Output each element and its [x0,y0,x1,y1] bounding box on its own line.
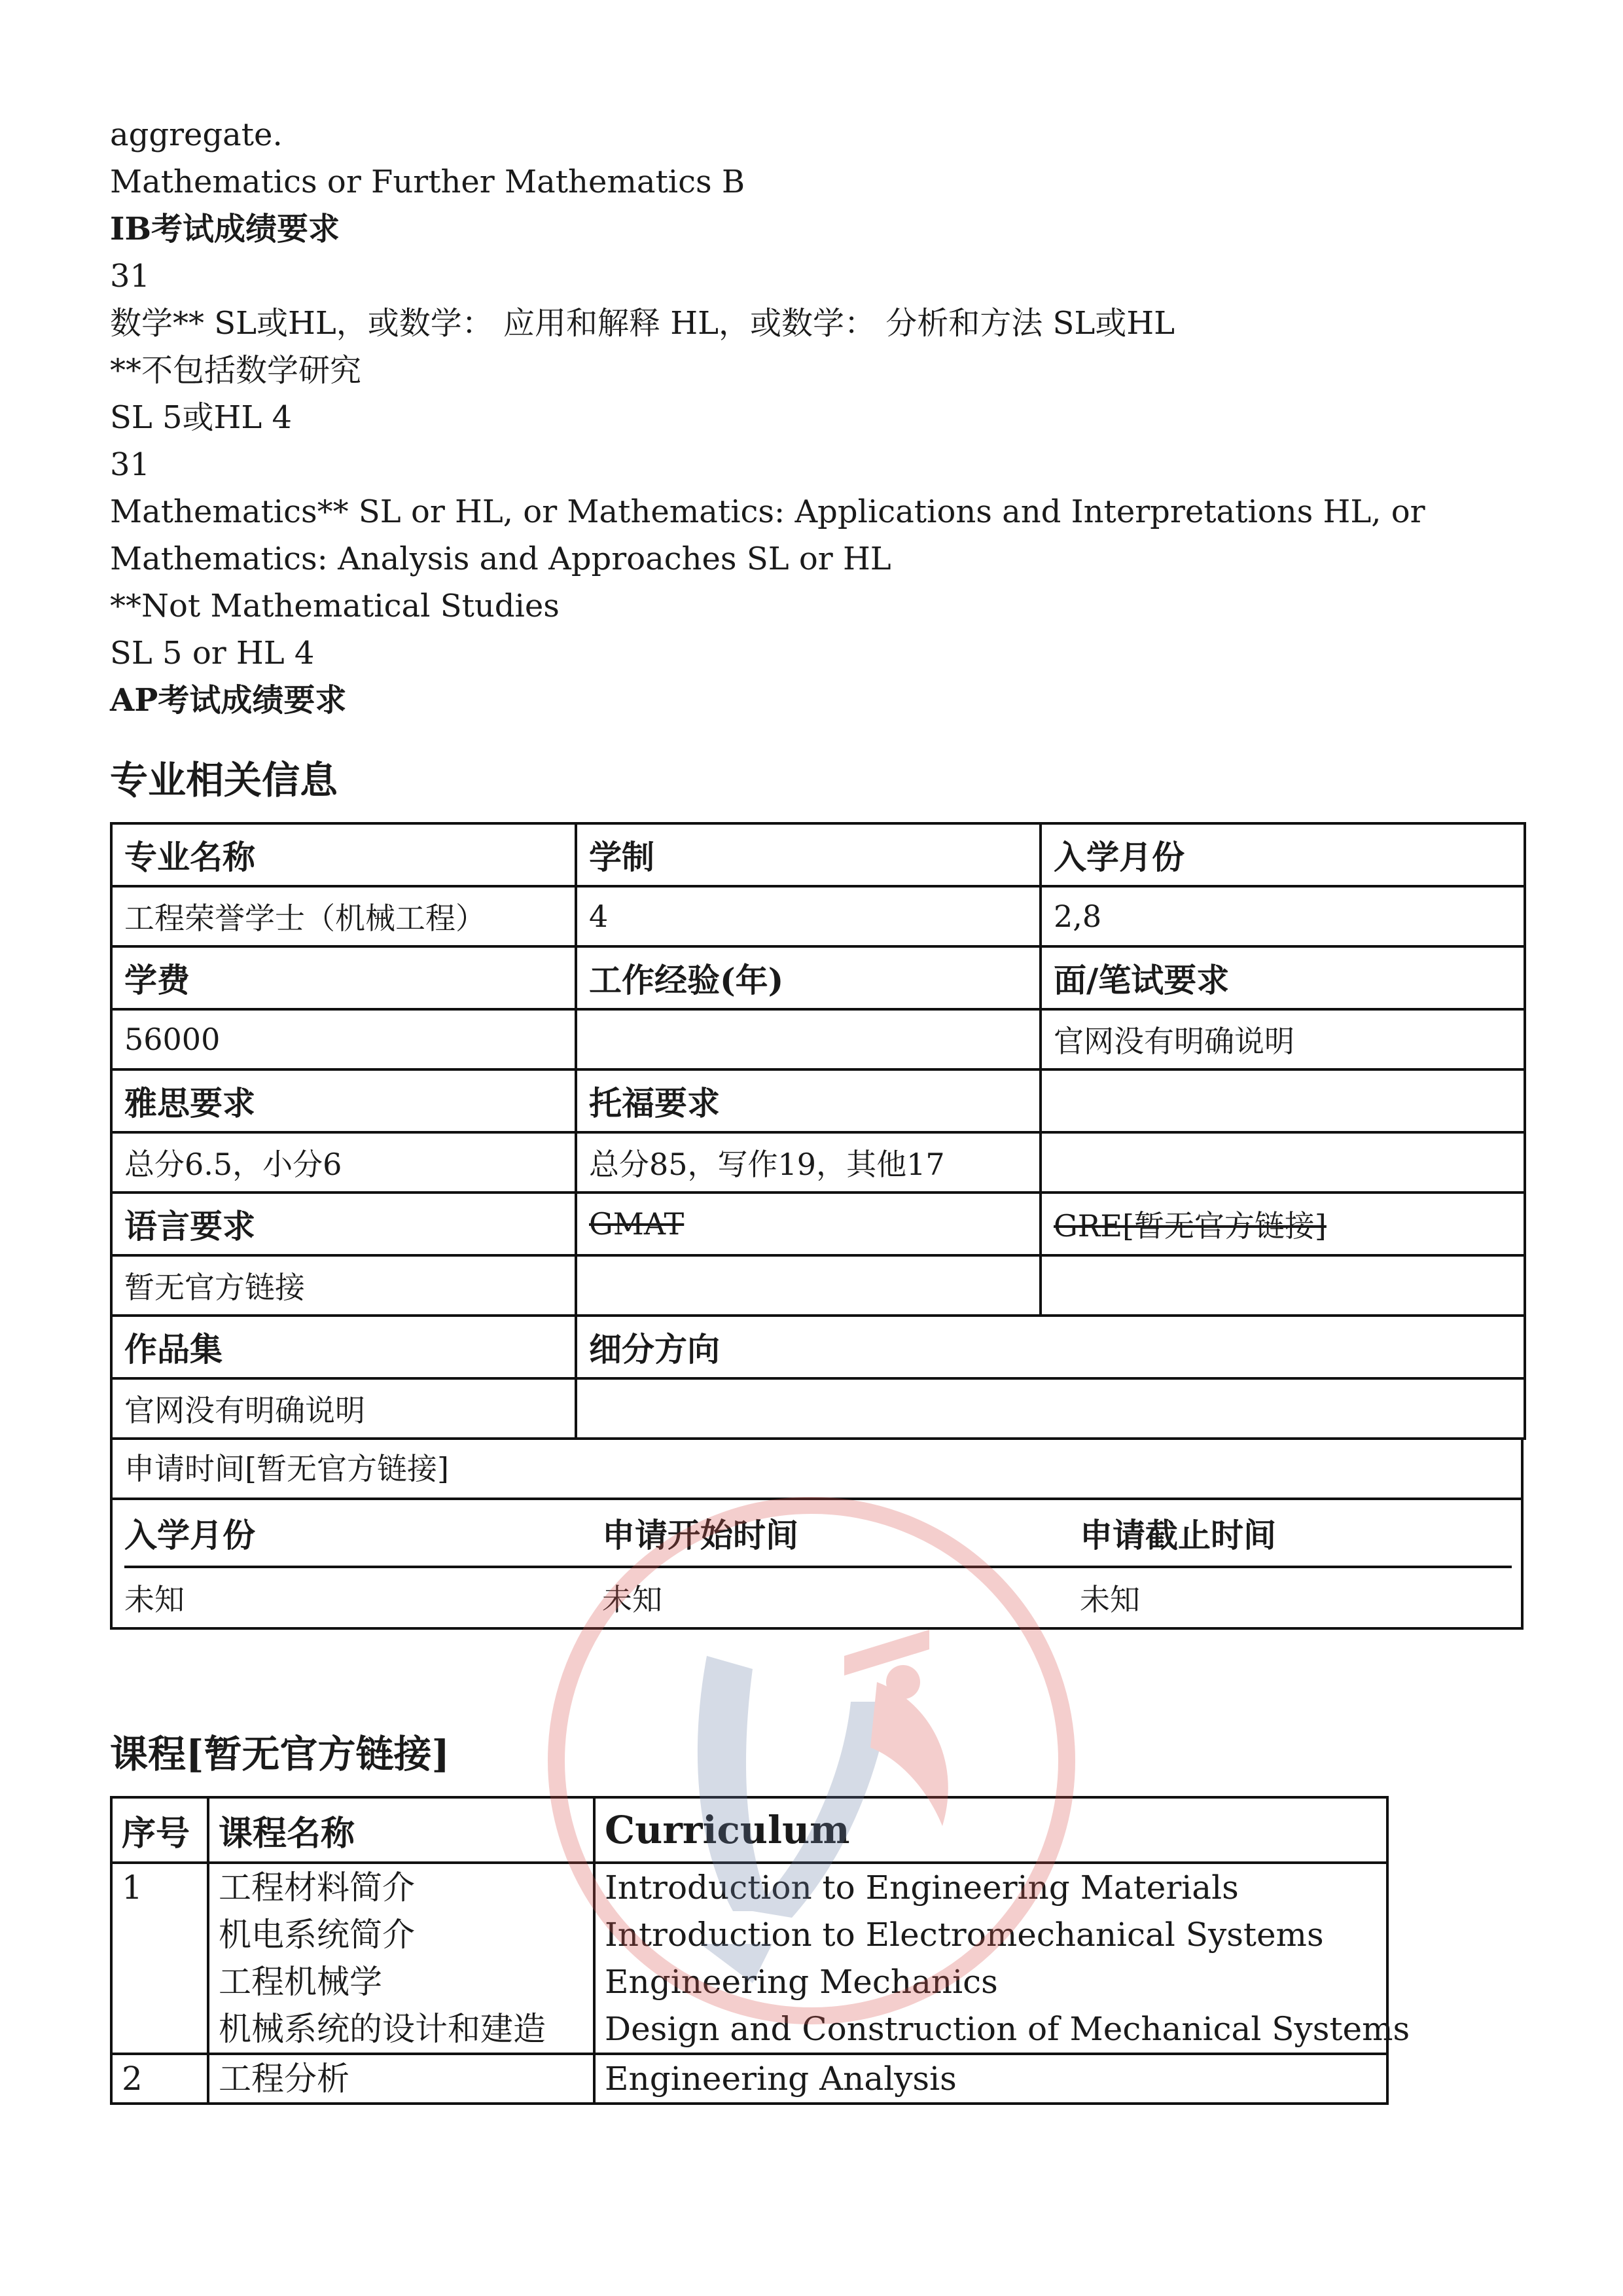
header-app-start: 申请开始时间 [602,1500,1080,1567]
curriculum-item: Design and Construction of Mechanical Systems [605,2010,1410,2048]
intro-line: 31 [110,446,151,483]
application-title: 申请时间[暂无官方链接] [113,1440,1521,1500]
app-end: 未知 [1080,1582,1140,1617]
gmat-label: GMAT [589,1206,685,1242]
work-experience [576,1009,1041,1069]
header-app-intake: 入学月份 [124,1500,602,1567]
course-name: 工程机械学 [219,1963,382,2001]
document-page [110,111,1524,2105]
fee: 56000 [111,1009,576,1069]
intro-line: 31 [110,258,151,295]
program-info-table [110,822,1526,1440]
intro-line: aggregate. [110,117,283,153]
program-name: 工程荣誉学士（机械工程） [111,886,576,946]
direction [576,1378,1525,1439]
header-course-no: 序号 [111,1797,208,1863]
intro-line: Mathematics** SL or HL, or Mathematics: Applications and Interpretations HL, or [110,493,1425,530]
intro-line: SL 5或HL 4 [110,399,293,436]
language: 暂无官方链接 [111,1255,576,1316]
header-intake: 入学月份 [1041,823,1525,886]
gre-value [1041,1255,1525,1316]
intro-line: 数学** SL或HL，或数学： 应用和解释 HL，或数学： 分析和方法 SL或HL [110,305,1175,342]
course-names [208,1863,594,2054]
course-no [111,1863,208,2054]
header-gmat [576,1193,1041,1255]
curriculum-item: Engineering Mechanics [605,1963,998,2001]
course-no-text: 1 [122,1869,143,1907]
interview: 官网没有明确说明 [1041,1009,1525,1069]
course-name: 机械系统的设计和建造 [219,2010,546,2048]
header-empty [1041,1069,1525,1132]
curriculum-item: Introduction to Engineering Materials [605,1869,1239,1907]
intro-line: IB考试成绩要求 [110,211,340,247]
application-table [124,1500,1512,1627]
header-work-experience: 工作经验(年) [576,946,1041,1009]
header-portfolio: 作品集 [111,1316,576,1378]
header-interview: 面/笔试要求 [1041,946,1525,1009]
program-section-title: 专业相关信息 [110,758,338,802]
intake: 2,8 [1041,886,1525,946]
header-direction: 细分方向 [576,1316,1525,1378]
empty-cell [1041,1132,1525,1193]
header-curriculum: Curriculum [594,1797,1387,1863]
header-toefl: 托福要求 [576,1069,1041,1132]
intro-text [110,111,1524,724]
courses-section-title: 课程[暂无官方链接] [110,1732,450,1776]
portfolio: 官网没有明确说明 [111,1378,576,1439]
gmat-value [576,1255,1041,1316]
header-ielts: 雅思要求 [111,1069,576,1132]
course-names [208,2054,594,2104]
course-row [111,1863,1387,2054]
course-name: 工程材料简介 [219,1869,415,1907]
duration: 4 [576,886,1041,946]
application-block [110,1440,1524,1630]
course-curriculum [594,1863,1410,2054]
curriculum-item: Introduction to Electromechanical Systems [605,1916,1324,1954]
gre-label: GRE[暂无官方链接] [1054,1208,1327,1244]
toefl: 总分85，写作19，其他17 [576,1132,1041,1193]
course-name: 工程分析 [219,2060,349,2098]
ielts: 总分6.5，小分6 [111,1132,576,1193]
header-gre [1041,1193,1525,1255]
header-language: 语言要求 [111,1193,576,1255]
header-course-name: 课程名称 [208,1797,594,1863]
header-duration: 学制 [576,823,1041,886]
app-intake: 未知 [124,1582,185,1617]
course-row [111,2054,1387,2104]
intro-line: Mathematics or Further Mathematics B [110,164,745,200]
course-name: 机电系统简介 [219,1916,415,1954]
intro-line: Mathematics: Analysis and Approaches SL or HL [110,541,891,577]
course-no [111,2054,208,2104]
header-program-name: 专业名称 [111,823,576,886]
intro-line: **不包括数学研究 [110,352,362,389]
intro-line: **Not Mathematical Studies [110,588,560,624]
header-fee: 学费 [111,946,576,1009]
intro-line: AP考试成绩要求 [110,682,347,719]
course-no-text: 2 [122,2060,143,2098]
header-app-end: 申请截止时间 [1080,1500,1512,1567]
intro-line: SL 5 or HL 4 [110,635,315,672]
course-table [110,1796,1410,2105]
course-curriculum [594,2054,1387,2104]
curriculum-item: Engineering Analysis [605,2060,957,2098]
app-start: 未知 [602,1582,662,1617]
